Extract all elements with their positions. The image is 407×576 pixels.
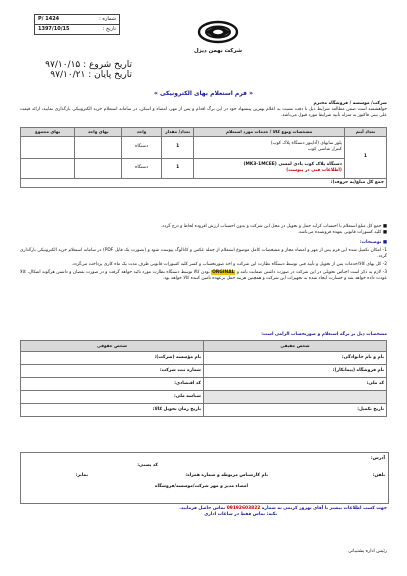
note-item-part: 3- لازم به ذکر است اجناس تحویلی در این شرکت در صورت داشتن ضمانت نامه و — [236, 269, 387, 275]
document-date-value: 1397/10/15 — [38, 26, 70, 33]
table-row — [21, 377, 387, 390]
buyer-table — [20, 340, 387, 417]
document-date-label: تاریخ : — [102, 26, 116, 33]
address-box — [20, 452, 389, 504]
document-number-value: P/ 1424 — [38, 16, 60, 23]
item-unit: دستگاه — [122, 158, 162, 178]
table-row — [21, 351, 387, 364]
postal-code-label: کد پستی: — [137, 463, 158, 468]
item-total-price — [21, 158, 75, 178]
end-date: تاریخ پایان : ۹۷/۱۰/۲۱ — [50, 70, 132, 81]
legal-field-delivery-date: تاریخ زمان تحویل کالا: — [21, 403, 204, 416]
contact-suffix: تماس حاصل فرمایید. — [179, 506, 226, 511]
note-item: 1- امکان تکمیل شده این فرم پس از مهر و امضاء مجاز و مشخصات کامل موضوع استعلام از جمله عکس و کاتالوگ پیوست شود و (بصورت یک فایل PDF) در سامانه استعلام خرید الکترونیکی بارگذاری گردد. — [20, 247, 387, 259]
phone-label: تلفن: — [372, 473, 385, 478]
contact-prefix: جهت کسب اطلاعات بیشتر با آقای بهروز کریمی به شماره — [261, 506, 387, 511]
legal-field-registration: شماره ثبت شرکت: — [21, 364, 204, 377]
note-item — [20, 270, 387, 282]
form-title: « فرم استعلام بهای الکترونیکی » — [154, 90, 253, 97]
intro-body: خواهشمند است ضمن مطالعه شرایط ذیل با دقت نسبت به اعلام بهترین پیشنهاد خود در این برگ اقدام و پس از مهر، امضاء و اسکن، در سامانه استعلام خرید الکترونیکی بارگذاری نمایید، ارائه قیمت علی بینی فاکتور به منزله تأیید شرایط مورد قبول می‌باشد. — [20, 106, 387, 118]
document-number-label: شماره : — [99, 16, 116, 23]
notes-section — [20, 240, 387, 284]
fax-label: نمابر: — [75, 473, 88, 478]
buyer-section — [20, 332, 387, 417]
sum-in-words-label: جمع کل مبلغ(به حروف): — [21, 178, 387, 187]
item-spec — [194, 158, 344, 178]
legal-field-company: نام مؤسسه (شرکت): — [21, 351, 204, 364]
conditions-section — [20, 224, 387, 236]
address-label: آدرس: — [370, 456, 385, 461]
item-spec-line: کنترل شاسی کوب — [307, 147, 342, 153]
table-row — [21, 158, 387, 178]
sum-row — [21, 178, 387, 187]
items-section — [20, 127, 387, 188]
real-field-store: نام فروشگاه (پیمانکار): — [204, 364, 387, 377]
col-legal-person: شخص حقوقی — [21, 340, 204, 351]
company-logo — [196, 20, 240, 46]
col-real-person: شخص حقیقی — [204, 340, 387, 351]
notes-title: ■ توضیحات: — [359, 240, 387, 245]
col-quantity: تعداد/ مقدار — [161, 128, 194, 137]
table-row — [21, 390, 387, 403]
document-date-row — [34, 24, 120, 35]
items-header-row — [21, 128, 387, 137]
table-row — [21, 136, 387, 158]
intro-greeting: شرکت/ موسسه / فروشگاه محترم — [313, 101, 387, 106]
real-field-national-code: کد ملی: — [204, 377, 387, 390]
condition-item: ■ جمع کل مبلغ استعلام با احتساب کرایه حمل و تحویل در محل این شرکت و بدون احتساب ارزش افزوده لحاظ و درج گردد. — [160, 224, 387, 229]
item-spec-note: (اطلاعات فنی در پیوست) — [286, 168, 342, 174]
note-item: 2- کل بهای کالا/خدمات پس از تحویل و تأیید فنی توسط دستگاه نظارت این شرکت و اخذ صورتحساب و کسر کلیه کسورات قانونی ظرف مدت یک ماه کاری پرداخت می‌گردد. — [71, 261, 387, 267]
item-spec-line: دستگاه پلاک کوب بادی لمسی (MK3-1MCEE) — [243, 162, 342, 168]
item-total-price — [21, 136, 75, 158]
agent-label: نام کارشناس مربوطه و شماره همراه: — [185, 473, 268, 478]
original-highlight: ORGINAL — [212, 269, 235, 275]
signature-label: امضاء مدیر و مهر شرکت/موسسه/فروشگاه — [154, 484, 248, 489]
footer-signature: رئیس اداره پشتیبانی — [348, 549, 387, 554]
contact-phone: 09192603822 — [226, 506, 261, 511]
real-field-empty — [204, 390, 387, 403]
item-quantity: 1 — [161, 136, 194, 158]
col-unit: واحد — [122, 128, 162, 137]
intro-section — [20, 101, 387, 119]
real-field-name: نام و نام خانوادگی: — [204, 351, 387, 364]
contact-hours: نکته: تماس فقط در ساعات اداری — [204, 511, 277, 517]
condition-item: ■ کلیه کسورات قانونی بعهده فروشنده می‌باشد. — [297, 229, 387, 235]
item-unit: دستگاه — [122, 136, 162, 158]
start-date: تاریخ شروع : ۹۷/۱۰/۱۵ — [45, 60, 132, 70]
col-unit-price: بهای واحد — [75, 128, 122, 137]
company-name: شرکت بهمن دیزل — [193, 48, 243, 54]
col-spec: مشخصات ونوع کالا / خدمات مورد استعلام — [194, 128, 344, 137]
item-unit-price — [75, 158, 122, 178]
document-number-box — [34, 14, 120, 35]
item-unit-price — [75, 136, 122, 158]
item-spec — [194, 136, 344, 158]
note-item-part: بودن کالا توسط دستگاه نظارت مورد تائید خواهد گرفت و در صورت نقصان و داشتن هرگونه اشکال، کالا عودت داده خواهد شد و خسارت ایجاد شده به تجهیزات این شرکت و همچنین هزینه حمل برعهده تامین کننده کالا خواهد بود. — [20, 269, 387, 281]
document-number-row — [34, 14, 120, 24]
col-row-number: تعداد آیتم — [344, 128, 386, 137]
col-total-price: بهای مجموع — [21, 128, 75, 137]
real-field-completion-date: تاریخ تکمیل: — [204, 403, 387, 416]
item-quantity: 1 — [161, 158, 194, 178]
item-spec-line: پلور سایهای (آداپتور دستگاه پلاک کوب) — [270, 141, 342, 147]
legal-field-economic-code: کد اقتصادی: — [21, 377, 204, 390]
buyer-section-title: مشخصات ذیل بر برگه استعلام و صورتحساب الزامی است: — [261, 332, 387, 337]
contact-section — [20, 506, 387, 518]
row-number: 1 — [344, 136, 386, 178]
legal-field-national-id: شناسه ملی: — [21, 390, 204, 403]
items-table — [20, 127, 387, 188]
table-row — [21, 364, 387, 377]
buyer-header-row — [21, 340, 387, 351]
table-row — [21, 403, 387, 416]
inquiry-period — [22, 60, 132, 81]
